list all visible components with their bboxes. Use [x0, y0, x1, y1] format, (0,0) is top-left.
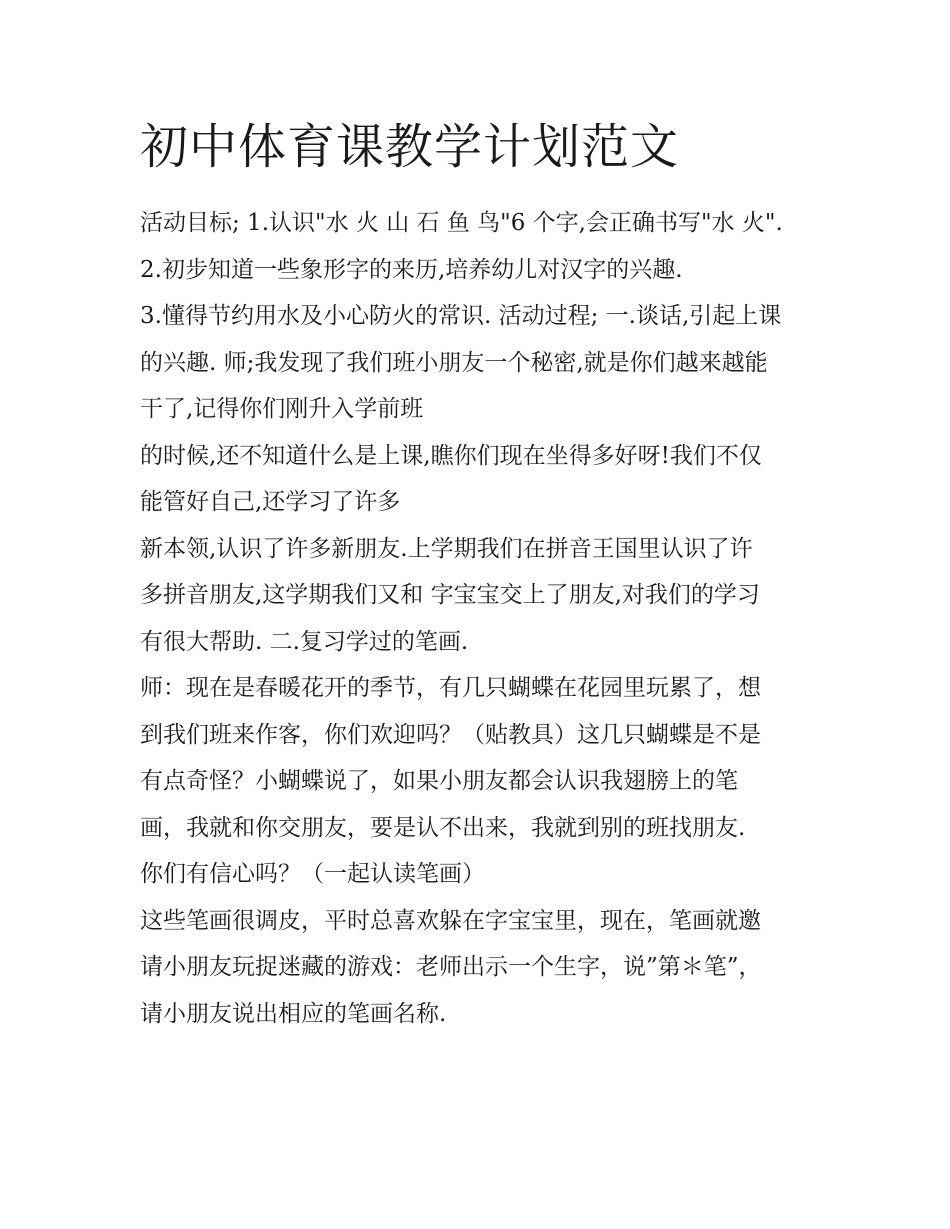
text-line: 的兴趣. 师;我发现了我们班小朋友一个秘密,就是你们越来越能: [140, 349, 768, 376]
text-line: 师：现在是春暖花开的季节，有几只蝴蝶在花园里玩累了，想: [140, 675, 761, 701]
text-line: 到我们班来作客，你们欢迎吗？（贴教具）这几只蝴蝶是不是: [140, 721, 761, 748]
document-body: [140, 200, 820, 1037]
text-line: 请小朋友说出相应的笔画名称.: [140, 1000, 447, 1027]
text-line: 的时候,还不知道什么是上课,瞧你们现在坐得多好呀!我们不仅: [140, 442, 762, 469]
text-line: 多拼音朋友,这学期我们又和 字宝宝交上了朋友,对我们的学习: [140, 582, 760, 608]
page-title: 初中体育课教学计划范文: [140, 119, 680, 175]
text-line: 画，我就和你交朋友，要是认不出来，我就到别的班找朋友.: [140, 814, 746, 841]
text-line: 2.初步知道一些象形字的来历,培养幼儿对汉字的兴趣.: [140, 256, 683, 283]
text-line: 干了,记得你们刚升入学前班: [140, 396, 424, 422]
text-line: 这些笔画很调皮，平时总喜欢躲在字宝宝里，现在，笔画就邀: [140, 907, 761, 934]
text-line: 你们有信心吗？（一起认读笔画）: [140, 861, 485, 887]
text-line: 新本领,认识了许多新朋友.上学期我们在拼音王国里认识了许: [140, 535, 753, 562]
text-line: 3.懂得节约用水及小心防火的常识. 活动过程; 一.谈话,引起上课: [140, 303, 782, 329]
text-line: 能管好自己,还学习了许多: [140, 489, 401, 515]
text-line: 请小朋友玩捉迷藏的游戏：老师出示一个生字，说”第＊笔”，: [140, 954, 762, 980]
text-line: 有很大帮助. 二.复习学过的笔画.: [140, 628, 469, 655]
text-line: 有点奇怪？小蝴蝶说了，如果小朋友都会认识我翅膀上的笔: [140, 768, 738, 794]
text-line: 活动目标; 1.认识"水 火 山 石 鱼 鸟"6 个字,会正确书写"水 火".: [140, 210, 783, 236]
